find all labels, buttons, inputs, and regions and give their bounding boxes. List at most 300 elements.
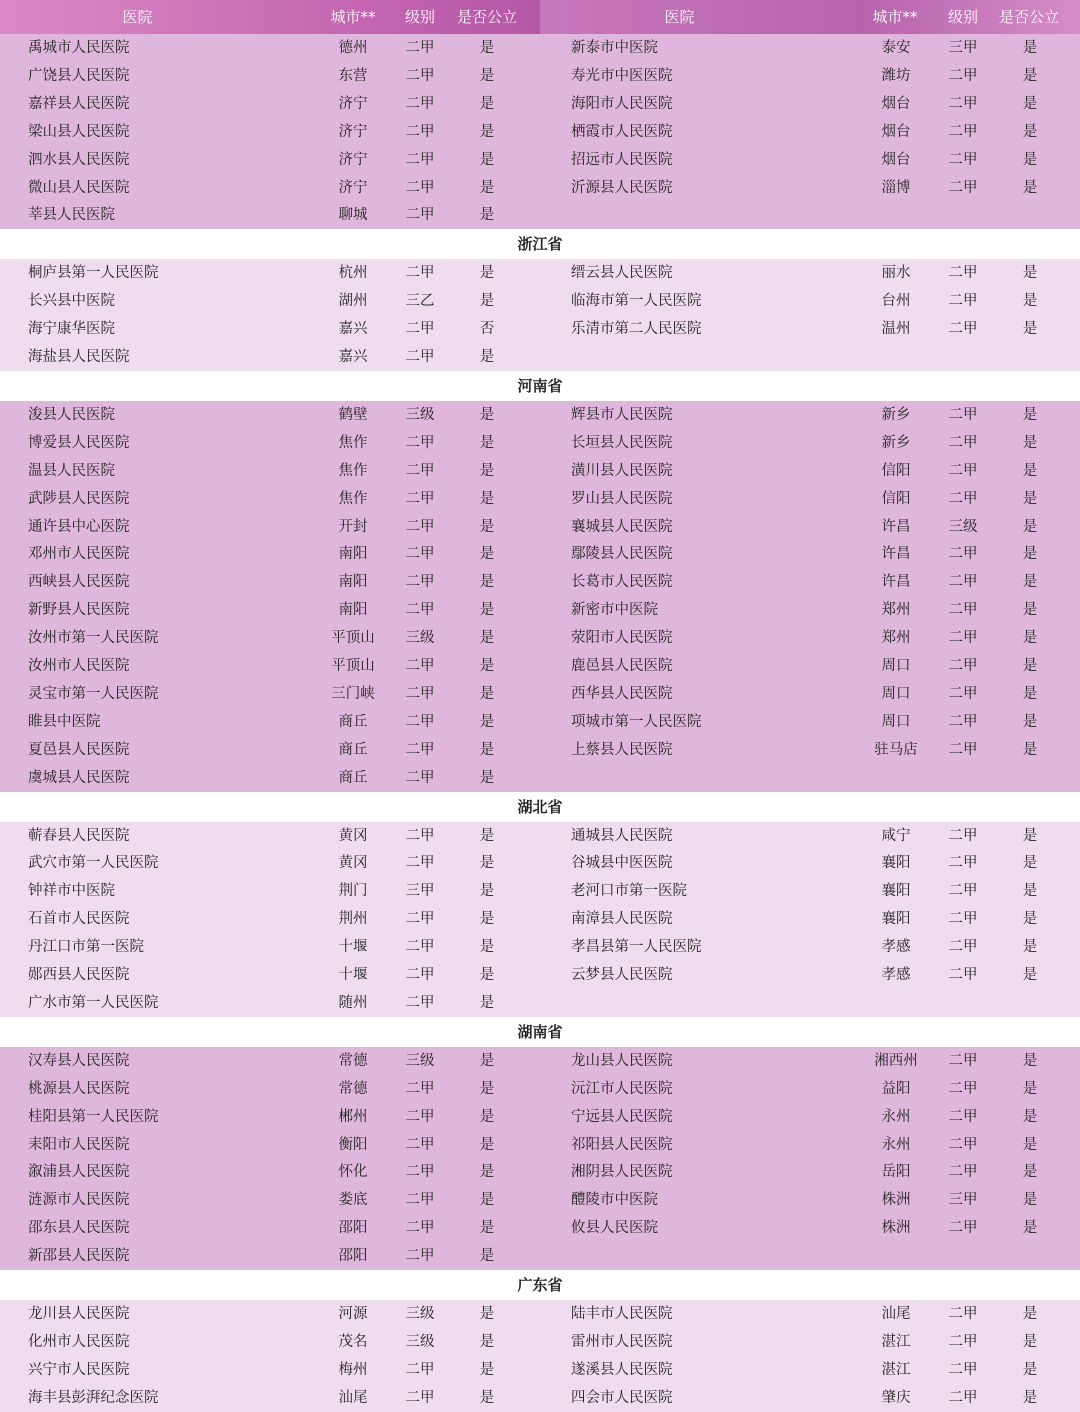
level-cell: 二甲 [405, 1389, 435, 1406]
public-cell: 是 [479, 630, 495, 647]
table-row [0, 429, 1080, 457]
hospital-cell: 灵宝市第一人民医院 [28, 685, 159, 702]
city-cell: 株洲 [881, 1220, 911, 1237]
city-cell: 郑州 [881, 630, 911, 647]
level-cell: 二甲 [405, 1220, 435, 1237]
level-cell: 二甲 [405, 462, 435, 479]
level-cell: 二甲 [405, 967, 435, 983]
city-cell: 聊城 [338, 207, 368, 224]
table-row [0, 1103, 1080, 1131]
public-cell: 是 [479, 207, 495, 224]
province-heading: 湖南省 [0, 1017, 1080, 1047]
hospital-cell: 化州市人民医院 [28, 1333, 130, 1350]
hospital-cell: 招远市人民医院 [571, 151, 673, 168]
level-cell: 三甲 [405, 883, 435, 900]
hospital-cell: 汝州市第一人民医院 [28, 630, 159, 647]
table-row [0, 933, 1080, 961]
hospital-cell: 龙川县人民医院 [28, 1306, 130, 1322]
public-cell: 是 [1022, 1136, 1038, 1153]
city-cell: 常德 [338, 1052, 368, 1069]
hospital-cell: 罗山县人民医院 [571, 490, 673, 507]
public-cell: 是 [1022, 1192, 1038, 1209]
hospital-cell: 宁远县人民医院 [571, 1108, 673, 1125]
city-cell: 泰安 [881, 40, 911, 56]
hospital-cell: 沂源县人民医院 [571, 179, 673, 196]
table-header [0, 0, 1080, 34]
level-cell: 二甲 [948, 434, 978, 451]
hospital-cell: 遂溪县人民医院 [571, 1361, 673, 1378]
table-row [0, 849, 1080, 877]
hospital-cell: 海宁康华医院 [28, 321, 115, 338]
table-row [0, 343, 1080, 371]
public-cell: 是 [479, 151, 495, 168]
level-cell: 二甲 [948, 967, 978, 983]
city-cell: 商丘 [338, 713, 368, 730]
level-cell: 二甲 [948, 1136, 978, 1153]
public-cell: 是 [479, 1333, 495, 1350]
public-cell: 是 [479, 911, 495, 928]
header-public: 是否公立 [456, 8, 517, 26]
hospital-cell: 临海市第一人民医院 [571, 293, 702, 310]
header-hospital: 医院 [664, 8, 695, 26]
hospital-cell: 海盐县人民医院 [28, 349, 130, 365]
city-cell: 株洲 [881, 1192, 911, 1209]
table-row [0, 174, 1080, 202]
city-cell: 新乡 [881, 434, 911, 451]
hospital-cell: 睢县中医院 [28, 713, 101, 730]
public-cell: 是 [1022, 293, 1038, 310]
public-cell: 是 [1022, 123, 1038, 140]
city-cell: 茂名 [338, 1333, 368, 1350]
public-cell: 是 [1022, 1108, 1038, 1125]
table-row [0, 568, 1080, 596]
city-cell: 湛江 [881, 1333, 911, 1350]
level-cell: 三级 [948, 518, 978, 535]
public-cell: 是 [1022, 434, 1038, 451]
public-cell: 是 [479, 1108, 495, 1125]
city-cell: 烟台 [881, 123, 911, 140]
province-heading: 浙江省 [0, 229, 1080, 259]
level-cell: 三乙 [405, 293, 435, 310]
public-cell: 是 [1022, 462, 1038, 479]
city-cell: 许昌 [881, 574, 911, 591]
level-cell: 二甲 [948, 685, 978, 702]
hospital-cell: 梁山县人民医院 [28, 123, 130, 140]
hospital-cell: 邵东县人民医院 [28, 1220, 130, 1237]
city-cell: 河源 [338, 1306, 368, 1322]
public-cell: 是 [1022, 685, 1038, 702]
city-cell: 焦作 [338, 462, 368, 479]
hospital-cell: 老河口市第一医院 [571, 883, 687, 900]
public-cell: 是 [479, 769, 495, 786]
public-cell: 是 [1022, 658, 1038, 674]
hospital-cell: 禹城市人民医院 [28, 40, 130, 56]
public-cell: 是 [479, 658, 495, 674]
public-cell: 是 [1022, 1389, 1038, 1406]
level-cell: 二甲 [405, 518, 435, 535]
public-cell: 是 [479, 1052, 495, 1069]
level-cell: 二甲 [405, 602, 435, 619]
hospital-cell: 鹿邑县人民医院 [571, 658, 673, 674]
hospital-cell: 长葛市人民医院 [571, 574, 673, 591]
hospital-cell: 郧西县人民医院 [28, 967, 130, 983]
public-cell: 是 [1022, 967, 1038, 983]
level-cell: 二甲 [405, 349, 435, 365]
public-cell: 是 [1022, 179, 1038, 196]
city-cell: 嘉兴 [338, 321, 368, 338]
city-cell: 邵阳 [338, 1220, 368, 1237]
level-cell: 二甲 [405, 265, 435, 282]
city-cell: 焦作 [338, 434, 368, 451]
table-row [0, 1300, 1080, 1328]
city-cell: 潍坊 [881, 67, 911, 84]
public-cell: 是 [1022, 630, 1038, 647]
public-cell: 是 [1022, 546, 1038, 563]
level-cell: 二甲 [405, 490, 435, 507]
city-cell: 济宁 [338, 179, 368, 196]
city-cell: 平顶山 [331, 658, 375, 674]
table-row [0, 1047, 1080, 1075]
level-cell: 二甲 [405, 67, 435, 84]
province-heading: 广东省 [0, 1270, 1080, 1300]
public-cell: 是 [1022, 713, 1038, 730]
public-cell: 是 [479, 939, 495, 956]
hospital-cell: 通城县人民医院 [571, 827, 673, 844]
public-cell: 是 [1022, 1220, 1038, 1237]
city-cell: 南阳 [338, 602, 368, 619]
public-cell: 是 [1022, 518, 1038, 535]
city-cell: 周口 [881, 713, 911, 730]
city-cell: 娄底 [338, 1192, 368, 1209]
public-cell: 是 [1022, 939, 1038, 956]
public-cell: 是 [479, 490, 495, 507]
level-cell: 二甲 [948, 546, 978, 563]
hospital-cell: 嘉祥县人民医院 [28, 95, 130, 112]
hospital-cell: 新野县人民医院 [28, 602, 130, 619]
public-cell: 是 [479, 883, 495, 900]
public-cell: 是 [1022, 911, 1038, 928]
level-cell: 二甲 [948, 406, 978, 423]
public-cell: 是 [1022, 1080, 1038, 1097]
hospital-cell: 龙山县人民医院 [571, 1052, 673, 1069]
hospital-cell: 泗水县人民医院 [28, 151, 130, 168]
city-cell: 杭州 [338, 265, 368, 282]
city-cell: 黄冈 [338, 827, 368, 844]
level-cell: 二甲 [948, 1306, 978, 1322]
city-cell: 南阳 [338, 546, 368, 563]
hospital-cell: 新密市中医院 [571, 602, 658, 619]
level-cell: 二甲 [405, 1080, 435, 1097]
header-level: 级别 [404, 8, 435, 26]
hospital-cell: 兴宁市人民医院 [28, 1361, 130, 1378]
city-cell: 温州 [881, 321, 911, 338]
public-cell: 是 [479, 994, 495, 1011]
level-cell: 二甲 [405, 685, 435, 702]
level-cell: 二甲 [948, 883, 978, 900]
province-heading: 湖北省 [0, 792, 1080, 822]
city-cell: 开封 [338, 518, 368, 535]
hospital-cell: 桐庐县第一人民医院 [28, 265, 159, 282]
level-cell: 二甲 [948, 1080, 978, 1097]
table-row [0, 540, 1080, 568]
level-cell: 二甲 [405, 1248, 435, 1265]
city-cell: 孝感 [881, 939, 911, 956]
level-cell: 二甲 [948, 179, 978, 196]
table-row [0, 822, 1080, 850]
hospital-cell: 通许县中心医院 [28, 518, 130, 535]
table-row [0, 1328, 1080, 1356]
hospital-cell: 湘阴县人民医院 [571, 1164, 673, 1181]
city-cell: 商丘 [338, 769, 368, 786]
public-cell: 是 [479, 1248, 495, 1265]
public-cell: 是 [479, 67, 495, 84]
hospital-cell: 孝昌县第一人民医院 [571, 939, 702, 956]
city-cell: 周口 [881, 658, 911, 674]
hospital-cell: 西华县人民医院 [571, 685, 673, 702]
city-cell: 三门峡 [331, 685, 375, 702]
city-cell: 襄阳 [881, 911, 911, 928]
city-cell: 丽水 [881, 265, 911, 282]
city-cell: 湛江 [881, 1361, 911, 1378]
table-row [0, 652, 1080, 680]
city-cell: 焦作 [338, 490, 368, 507]
level-cell: 二甲 [405, 1192, 435, 1209]
public-cell: 是 [479, 95, 495, 112]
hospital-cell: 西峡县人民医院 [28, 574, 130, 591]
public-cell: 是 [479, 546, 495, 563]
public-cell: 否 [479, 321, 495, 338]
level-cell: 二甲 [405, 434, 435, 451]
city-cell: 济宁 [338, 95, 368, 112]
city-cell: 许昌 [881, 518, 911, 535]
level-cell: 二甲 [948, 574, 978, 591]
public-cell: 是 [1022, 1361, 1038, 1378]
city-cell: 荆门 [338, 883, 368, 900]
hospital-cell: 醴陵市中医院 [571, 1192, 658, 1209]
hospital-cell: 涟源市人民医院 [28, 1192, 130, 1209]
public-cell: 是 [479, 179, 495, 196]
level-cell: 三级 [405, 1333, 435, 1350]
level-cell: 二甲 [405, 95, 435, 112]
public-cell: 是 [1022, 1052, 1038, 1069]
table-row [0, 401, 1080, 429]
city-cell: 湘西州 [874, 1052, 918, 1069]
level-cell: 三级 [405, 1306, 435, 1322]
hospital-cell: 海阳市人民医院 [571, 95, 673, 112]
city-cell: 荆州 [338, 911, 368, 928]
level-cell: 二甲 [948, 462, 978, 479]
level-cell: 二甲 [948, 265, 978, 282]
table-row [0, 201, 1080, 229]
hospital-cell: 寿光市中医医院 [571, 67, 673, 84]
table-row [0, 764, 1080, 792]
hospital-cell: 缙云县人民医院 [571, 265, 673, 282]
level-cell: 二甲 [405, 658, 435, 674]
level-cell: 二甲 [948, 602, 978, 619]
table-row [0, 1384, 1080, 1412]
header-hospital: 医院 [122, 8, 153, 26]
table-row [0, 485, 1080, 513]
public-cell: 是 [479, 741, 495, 758]
city-cell: 淄博 [881, 179, 911, 196]
level-cell: 二甲 [405, 741, 435, 758]
hospital-cell: 辉县市人民医院 [571, 406, 673, 423]
table-row [0, 989, 1080, 1017]
level-cell: 二甲 [405, 855, 435, 872]
city-cell: 十堰 [338, 967, 368, 983]
public-cell: 是 [479, 434, 495, 451]
level-cell: 二甲 [948, 1052, 978, 1069]
table-row [0, 1242, 1080, 1270]
city-cell: 信阳 [881, 490, 911, 507]
city-cell: 咸宁 [881, 827, 911, 844]
public-cell: 是 [1022, 855, 1038, 872]
city-cell: 永州 [881, 1136, 911, 1153]
level-cell: 二甲 [948, 67, 978, 84]
table-row [0, 62, 1080, 90]
header-right [540, 0, 1080, 34]
city-cell: 肇庆 [881, 1389, 911, 1406]
hospital-cell: 攸县人民医院 [571, 1220, 658, 1237]
public-cell: 是 [1022, 883, 1038, 900]
city-cell: 东营 [338, 67, 368, 84]
public-cell: 是 [1022, 151, 1038, 168]
level-cell: 二甲 [948, 1361, 978, 1378]
level-cell: 二甲 [948, 827, 978, 844]
hospital-cell: 长兴县中医院 [28, 293, 115, 310]
hospital-cell: 云梦县人民医院 [571, 967, 673, 983]
city-cell: 襄阳 [881, 883, 911, 900]
hospital-cell: 项城市第一人民医院 [571, 713, 702, 730]
city-cell: 永州 [881, 1108, 911, 1125]
public-cell: 是 [1022, 406, 1038, 423]
table-row [0, 513, 1080, 541]
public-cell: 是 [479, 406, 495, 423]
hospital-cell: 汉寿县人民医院 [28, 1052, 130, 1069]
public-cell: 是 [479, 349, 495, 365]
header-public: 是否公立 [998, 8, 1059, 26]
table-row [0, 596, 1080, 624]
header-city: 城市** [330, 8, 376, 26]
table-row [0, 118, 1080, 146]
hospital-cell: 潢川县人民医院 [571, 462, 673, 479]
public-cell: 是 [479, 1389, 495, 1406]
table-row [0, 905, 1080, 933]
table-row [0, 1186, 1080, 1214]
level-cell: 二甲 [948, 1108, 978, 1125]
hospital-cell: 雷州市人民医院 [571, 1333, 673, 1350]
city-cell: 怀化 [338, 1164, 368, 1181]
hospital-cell: 微山县人民医院 [28, 179, 130, 196]
level-cell: 二甲 [405, 574, 435, 591]
public-cell: 是 [479, 1220, 495, 1237]
city-cell: 平顶山 [331, 630, 375, 647]
public-cell: 是 [1022, 574, 1038, 591]
table-row [0, 146, 1080, 174]
public-cell: 是 [1022, 1333, 1038, 1350]
level-cell: 二甲 [948, 658, 978, 674]
city-cell: 德州 [338, 40, 368, 56]
level-cell: 二甲 [405, 713, 435, 730]
hospital-cell: 荥阳市人民医院 [571, 630, 673, 647]
level-cell: 二甲 [405, 1108, 435, 1125]
hospital-cell: 桃源县人民医院 [28, 1080, 130, 1097]
hospital-cell: 蕲春县人民医院 [28, 827, 130, 844]
level-cell: 二甲 [948, 490, 978, 507]
city-cell: 十堰 [338, 939, 368, 956]
hospital-cell: 乐清市第二人民医院 [571, 321, 702, 338]
level-cell: 二甲 [948, 713, 978, 730]
level-cell: 二甲 [405, 321, 435, 338]
public-cell: 是 [1022, 1164, 1038, 1181]
level-cell: 二甲 [948, 855, 978, 872]
hospital-cell: 虞城县人民医院 [28, 769, 130, 786]
table-row [0, 287, 1080, 315]
hospital-cell: 邓州市人民医院 [28, 546, 130, 563]
hospital-cell: 谷城县中医医院 [571, 855, 673, 872]
hospital-cell: 石首市人民医院 [28, 911, 130, 928]
level-cell: 二甲 [405, 1136, 435, 1153]
header-level: 级别 [947, 8, 978, 26]
hospital-cell: 汝州市人民医院 [28, 658, 130, 674]
level-cell: 二甲 [405, 179, 435, 196]
city-cell: 常德 [338, 1080, 368, 1097]
level-cell: 二甲 [405, 207, 435, 224]
public-cell: 是 [1022, 490, 1038, 507]
public-cell: 是 [1022, 67, 1038, 84]
public-cell: 是 [479, 1164, 495, 1181]
table-row [0, 1356, 1080, 1384]
city-cell: 湖州 [338, 293, 368, 310]
city-cell: 岳阳 [881, 1164, 911, 1181]
level-cell: 二甲 [405, 40, 435, 56]
city-cell: 孝感 [881, 967, 911, 983]
header-left [0, 0, 540, 34]
city-cell: 周口 [881, 685, 911, 702]
city-cell: 益阳 [881, 1080, 911, 1097]
city-cell: 许昌 [881, 546, 911, 563]
table-row [0, 259, 1080, 287]
level-cell: 二甲 [405, 123, 435, 140]
public-cell: 是 [1022, 1306, 1038, 1322]
public-cell: 是 [1022, 40, 1038, 56]
city-cell: 郑州 [881, 602, 911, 619]
public-cell: 是 [479, 602, 495, 619]
hospital-cell: 丹江口市第一医院 [28, 939, 144, 956]
level-cell: 二甲 [405, 994, 435, 1011]
hospital-cell: 襄城县人民医院 [571, 518, 673, 535]
city-cell: 鹤壁 [338, 406, 368, 423]
hospital-cell: 莘县人民医院 [28, 207, 115, 224]
hospital-cell: 溆浦县人民医院 [28, 1164, 130, 1181]
hospital-cell: 夏邑县人民医院 [28, 741, 130, 758]
level-cell: 二甲 [405, 151, 435, 168]
hospital-cell: 桂阳县第一人民医院 [28, 1108, 159, 1125]
table-row [0, 1214, 1080, 1242]
hospital-cell: 海丰县彭湃纪念医院 [28, 1389, 159, 1406]
city-cell: 襄阳 [881, 855, 911, 872]
hospital-cell: 上蔡县人民医院 [571, 741, 673, 758]
level-cell: 三甲 [948, 1192, 978, 1209]
table-row [0, 736, 1080, 764]
public-cell: 是 [479, 574, 495, 591]
level-cell: 二甲 [948, 1164, 978, 1181]
level-cell: 二甲 [405, 769, 435, 786]
public-cell: 是 [479, 827, 495, 844]
level-cell: 二甲 [405, 827, 435, 844]
city-cell: 驻马店 [874, 741, 918, 758]
public-cell: 是 [1022, 602, 1038, 619]
